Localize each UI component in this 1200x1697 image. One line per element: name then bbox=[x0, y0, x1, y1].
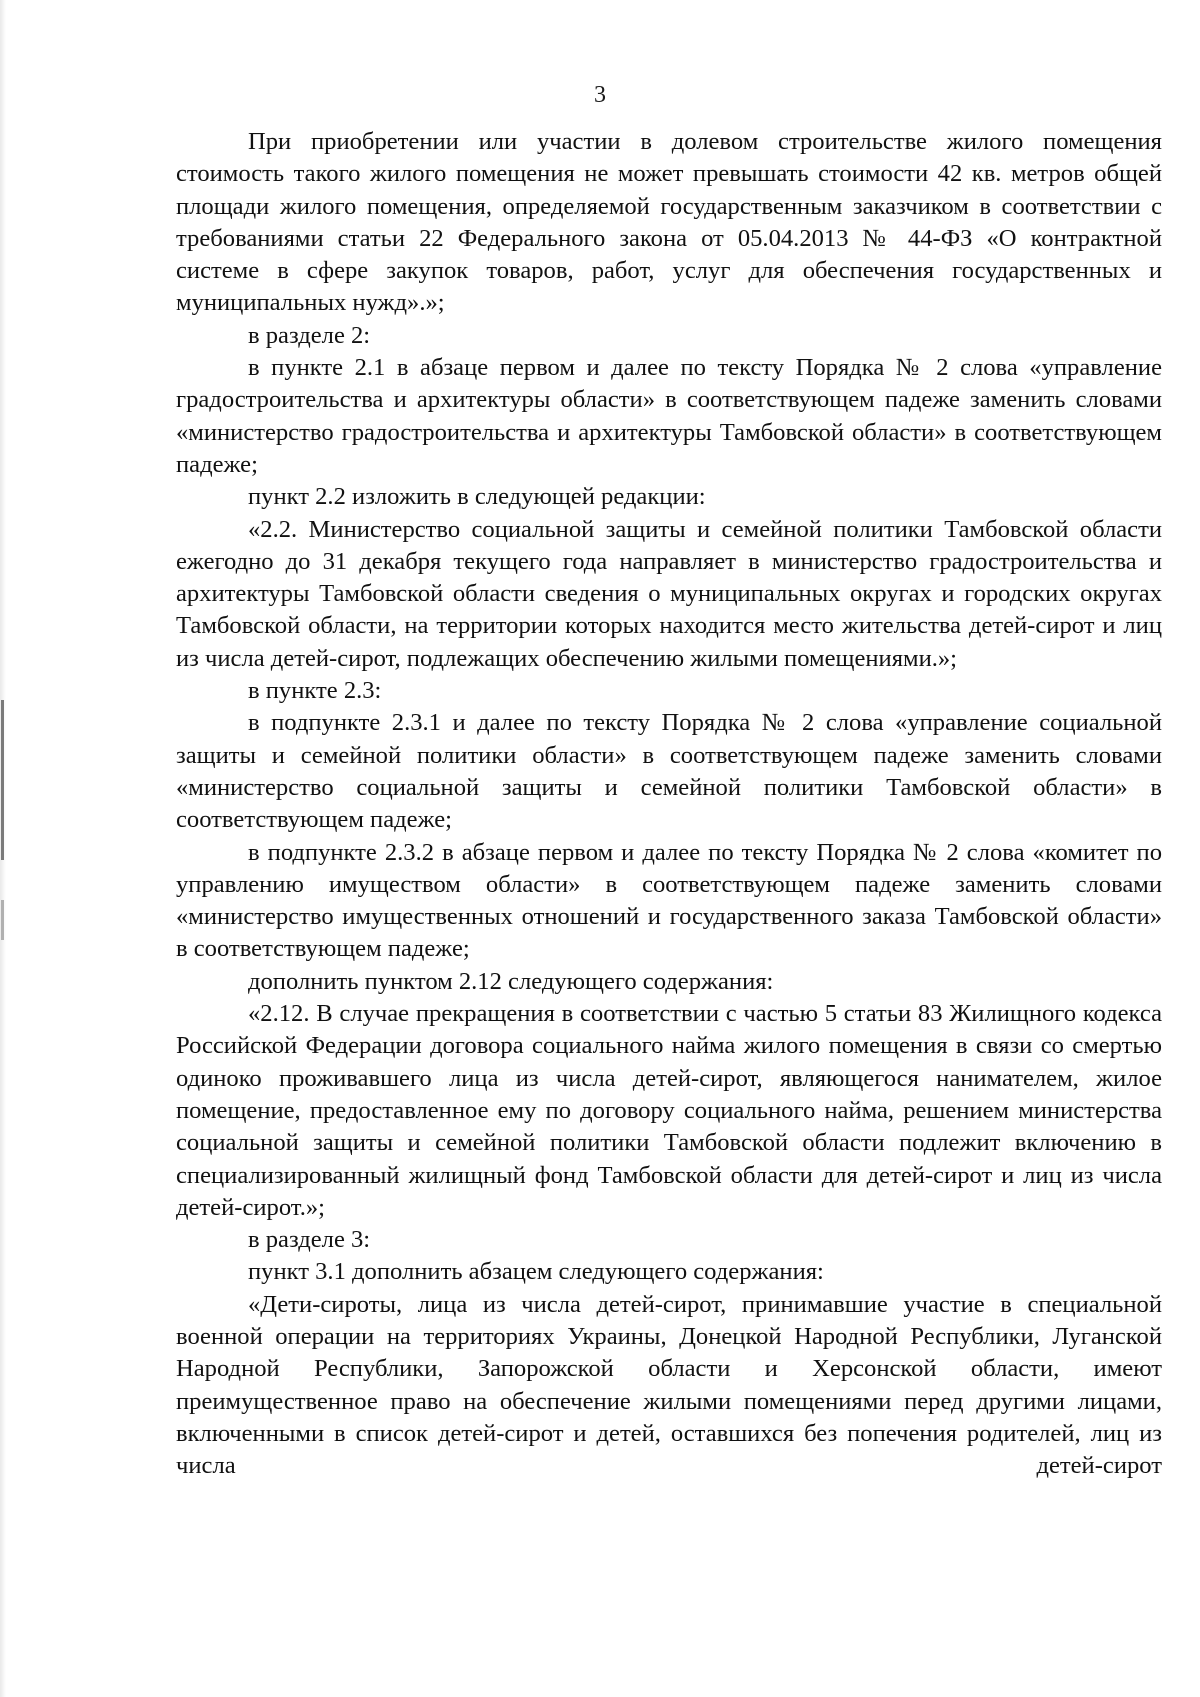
paragraph: дополнить пунктом 2.12 следующего содержания: bbox=[248, 967, 774, 995]
paragraph: пункт 3.1 дополнить абзацем следующего содержания: bbox=[248, 1258, 824, 1286]
paragraph: «Дети-сироты, лица из числа детей-сирот, принимавшие участие в специальной военной операции на территориях Украины, Донецкой Народной Республики, Луганской Народной Республики, Запорожской области и Херсонской области, имеют преимущественное право на обеспечение жилыми помещениями перед другими лицами, включенными в список детей-сирот и детей, оставшихся без попечения родителей, лиц из числа детей-сирот bbox=[176, 1290, 1162, 1480]
paragraph: в пункте 2.3: bbox=[248, 677, 382, 705]
page-number: 3 bbox=[594, 82, 606, 108]
document-body bbox=[176, 126, 1162, 1482]
paragraph: в разделе 3: bbox=[248, 1226, 371, 1254]
scan-artifact-mark bbox=[1, 900, 4, 940]
paragraph: в подпункте 2.3.2 в абзаце первом и далее по тексту Порядка № 2 слова «комитет по управлению имуществом области» в соответствующем падеже заменить словами «министерство имущественных отношений и государственного заказа Тамбовской области» в соответствующем падеже; bbox=[176, 838, 1162, 963]
paragraph: в пункте 2.1 в абзаце первом и далее по тексту Порядка № 2 слова «управление градостроительства и архитектуры области» в соответствующем падеже заменить словами «министерство градостроительства и архитектуры Тамбовской области» в соответствующем падеже; bbox=[176, 354, 1162, 478]
paragraph: «2.12. В случае прекращения в соответствии с частью 5 статьи 83 Жилищного кодекса Российской Федерации договора социального найма жилого помещения в связи со смертью одиноко проживавшего лица из числа детей-сирот, являющегося нанимателем, жилое помещение, предоставленное ему по договору социального найма, решением министерства социальной защиты и семейной политики Тамбовской области подлежит включению в специализированный жилищный фонд Тамбовской области для детей-сирот и лиц из числа детей-сирот.»; bbox=[176, 1000, 1162, 1221]
paragraph: пункт 2.2 изложить в следующей редакции: bbox=[248, 483, 706, 511]
scan-artifact-mark bbox=[1, 700, 4, 860]
paragraph: «2.2. Министерство социальной защиты и семейной политики Тамбовской области ежегодно до 31 декабря текущего года направляет в министерство градостроительства и архитектуры Тамбовской области сведения о муниципальных округах и городских округах Тамбовской области, на территории которых находится место жительства детей-сирот и лиц из числа детей-сирот, подлежащих обеспечению жилыми помещениями.»; bbox=[176, 515, 1162, 672]
paragraph: При приобретении или участии в долевом строительстве жилого помещения стоимость такого жилого помещения не может превышать стоимости 42 кв. метров общей площади жилого помещения, определяемой государственным заказчиком в соответствии с требованиями статьи 22 Федерального закона от 05.04.2013 № 44-ФЗ «О контрактной системе в сфере закупок товаров, работ, услуг для обеспечения государственных и муниципальных нужд».»; bbox=[176, 128, 1162, 317]
paragraph: в подпункте 2.3.1 и далее по тексту Порядка № 2 слова «управление социальной защиты и семейной политики области» в соответствующем падеже заменить словами «министерство социальной защиты и семейной политики Тамбовской области» в соответствующем падеже; bbox=[176, 709, 1162, 834]
paragraph: в разделе 2: bbox=[248, 321, 371, 349]
